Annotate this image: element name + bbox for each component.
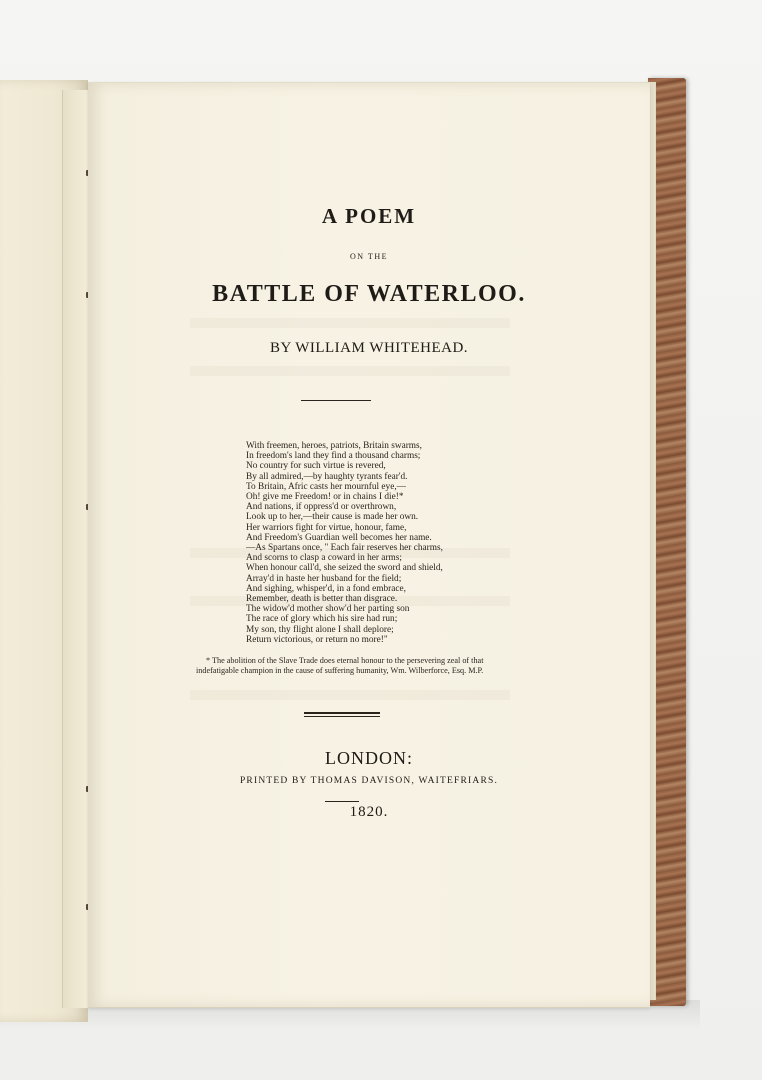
- poem-line: To Britain, Afric casts her mournful eye,—: [246, 481, 406, 492]
- epigraph-poem: [246, 441, 506, 645]
- title-line-on-the: ON THE: [350, 252, 388, 261]
- footnote-line: * The abolition of the Slave Trade does eternal honour to the persevering zeal of that: [206, 656, 484, 665]
- poem-line: Her warriors fight for virtue, honour, fame,: [246, 522, 407, 533]
- title-line-battle: BATTLE OF WATERLOO.: [212, 281, 526, 307]
- divider-rule: [301, 400, 371, 401]
- poem-line: With freemen, heroes, patriots, Britain swarms,: [246, 441, 422, 451]
- poem-line: The widow'd mother show'd her parting son: [246, 604, 410, 615]
- poem-line: The race of glory which his sire had run;: [246, 614, 398, 625]
- imprint-year: 1820.: [349, 804, 389, 820]
- poem-line: In freedom's land they find a thousand charms;: [246, 451, 421, 462]
- poem-line: And Freedom's Guardian well becomes her name.: [246, 532, 432, 543]
- footnote-line: indefatigable champion in the cause of suffering humanity, Wm. Wilberforce, Esq. M.P.: [196, 666, 484, 675]
- footnote: [196, 656, 526, 676]
- title-line-a-poem: A POEM: [321, 204, 417, 228]
- poem-line: No country for such virtue is revered,: [246, 461, 386, 472]
- poem-line: Array'd in haste her husband for the field;: [246, 573, 402, 584]
- poem-line: Return victorious, or return no more!": [246, 634, 388, 645]
- left-page-gutter: [62, 90, 89, 1008]
- poem-line: And scorns to clasp a coward in her arms;: [246, 553, 402, 564]
- show-through-text: [190, 690, 510, 700]
- imprint-printer: PRINTED BY THOMAS DAVISON, WAITEFRIARS.: [239, 776, 499, 786]
- poem-line: By all admired,—by haughty tyrants fear'd.: [246, 471, 408, 482]
- author-line: BY WILLIAM WHITEHEAD.: [269, 340, 469, 356]
- short-rule: [325, 801, 359, 802]
- show-through-text: [190, 318, 510, 328]
- double-rule-thin: [304, 716, 380, 717]
- double-rule-thick: [304, 712, 380, 714]
- poem-line: When honour call'd, she seized the sword and shield,: [246, 563, 443, 574]
- poem-line: Remember, death is better than disgrace.: [246, 594, 398, 605]
- poem-line: And sighing, whisper'd, in a fond embrace,: [246, 583, 406, 594]
- poem-line: My son, thy flight alone I shall deplore;: [246, 624, 394, 635]
- poem-line: Oh! give me Freedom! or in chains I die!*: [246, 492, 404, 503]
- poem-line: —As Spartans once, " Each fair reserves her charms,: [246, 543, 443, 554]
- poem-line: Look up to her,—their cause is made her own.: [246, 512, 419, 523]
- show-through-text: [190, 366, 510, 376]
- poem-line: And nations, if oppress'd or overthrown,: [246, 502, 397, 513]
- imprint-city: LONDON:: [325, 748, 413, 768]
